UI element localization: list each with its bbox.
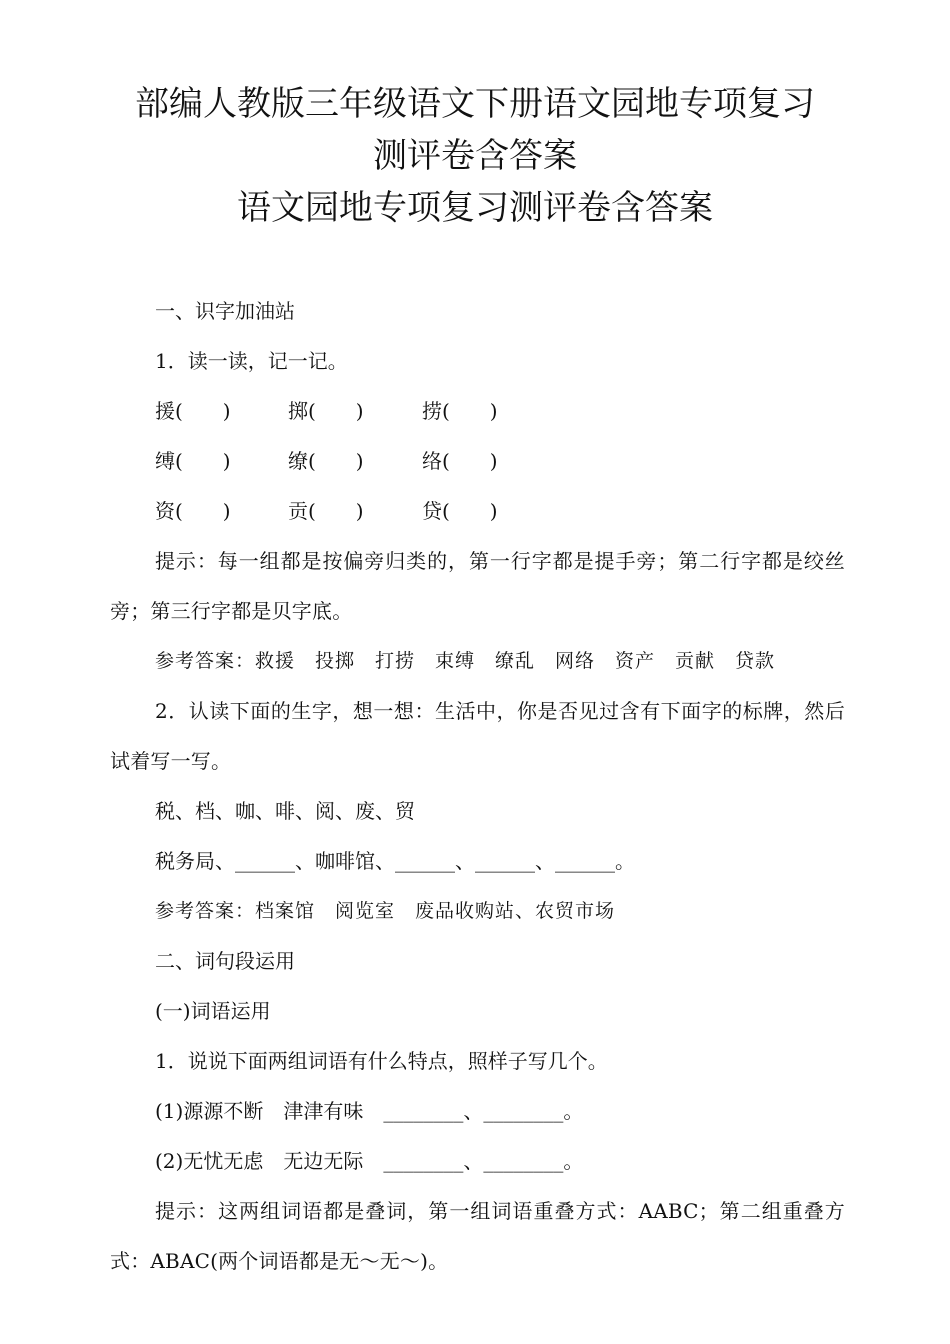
char-cell: 贡( ) (288, 499, 364, 523)
question-1-2-prompt: 2．认读下面的生字，想一想：生活中，你是否见过含有下面字的标牌，然后试着写一写。 (110, 699, 845, 773)
char-row-1 (110, 386, 845, 436)
char-cell: 缚( ) (155, 449, 231, 473)
char-cell: 掷( ) (288, 399, 364, 423)
char-cell: 捞( ) (422, 399, 498, 423)
section-2-heading: 二、词句段运用 (155, 949, 295, 973)
question-2-1-item-2: (2)无忧无虑 无边无际 ________、________。 (155, 1149, 584, 1173)
question-2-1-item-1: (1)源源不断 津津有味 ________、________。 (155, 1099, 584, 1123)
question-1-2-fill: 税务局、______、咖啡馆、______、______、______。 (155, 849, 635, 873)
question-1-1-hint: 提示：每一组都是按偏旁归类的，第一行字都是提手旁；第二行字都是绞丝旁；第三行字都是贝字底。 (110, 549, 845, 623)
title-line-1: 部编人教版三年级语文下册语文园地专项复习 (135, 84, 815, 124)
question-1-1-prompt: 1．读一读，记一记。 (155, 349, 348, 373)
title-line-3: 语文园地专项复习测评卷含答案 (237, 188, 713, 228)
question-2-1-hint: 提示：这两组词语都是叠词，第一组词语重叠方式：AABC；第二组重叠方式：ABAC(两个词语都是无～无～)。 (110, 1199, 845, 1273)
question-1-1-answer: 参考答案：救援 投掷 打捞 束缚 缭乱 网络 资产 贡献 贷款 (155, 650, 776, 672)
char-cell: 缭( ) (288, 449, 364, 473)
char-cell: 贷( ) (422, 499, 498, 523)
title-line-2: 测评卷含答案 (373, 136, 577, 176)
document-title (60, 78, 890, 234)
char-cell: 援( ) (155, 399, 231, 423)
char-row-2 (110, 436, 845, 486)
char-cell: 资( ) (155, 499, 231, 523)
question-2-1-prompt: 1．说说下面两组词语有什么特点，照样子写几个。 (155, 1049, 608, 1073)
section-2-subheading: (一)词语运用 (155, 999, 271, 1023)
char-row-3 (110, 486, 845, 536)
question-1-2-chars: 税、档、咖、啡、阅、废、贸 (155, 799, 415, 823)
question-1-2-answer: 参考答案：档案馆 阅览室 废品收购站、农贸市场 (155, 900, 616, 922)
document-body (110, 286, 845, 1286)
section-1-heading: 一、识字加油站 (155, 299, 295, 323)
char-cell: 络( ) (422, 449, 498, 473)
